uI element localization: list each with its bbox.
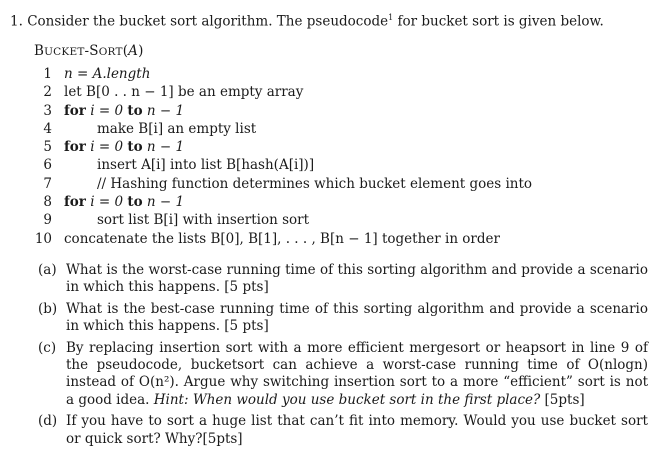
algorithm-title xyxy=(34,43,144,59)
loop-bound: n − 1 xyxy=(142,194,185,211)
line-number: 5 xyxy=(43,139,52,156)
code-line-7 xyxy=(28,175,648,193)
subquestion-d xyxy=(38,413,648,448)
code-text: concatenate the lists B[0], B[1], . . . , B[n − 1] together in order xyxy=(64,230,500,247)
line-number: 3 xyxy=(43,102,52,119)
code-line-4 xyxy=(28,120,648,138)
code-text: let B[0 . . n − 1] be an empty array xyxy=(64,84,304,101)
code-line-5 xyxy=(28,138,648,156)
line-number: 4 xyxy=(43,120,52,137)
line-number: 1 xyxy=(43,66,52,82)
subquestion-text: If you have to sort a huge list that can’t fit into memory. Would you use bucket sort or quick sort? Why?[5pts] xyxy=(66,413,648,447)
keyword-for: for xyxy=(64,102,86,119)
line-number: 2 xyxy=(43,84,52,101)
code-text: sort list B[i] with insertion sort xyxy=(97,212,310,229)
code-line-8 xyxy=(28,193,648,211)
code-line-2 xyxy=(28,83,648,101)
loop-bound: n − 1 xyxy=(142,102,185,119)
question-text: Consider the bucket sort algorithm. The pseudocode xyxy=(27,13,389,30)
code-line-10 xyxy=(28,230,648,248)
keyword-for: for xyxy=(64,194,86,211)
subquestion-hint: Hint: When would you use bucket sort in the first place? xyxy=(153,391,541,408)
keyword-to: to xyxy=(127,194,143,211)
subquestion-c xyxy=(38,340,648,410)
subquestion-label: (a) xyxy=(38,262,57,278)
line-number: 6 xyxy=(43,157,52,174)
subquestion-list xyxy=(38,262,648,448)
algo-title-paren-close: ) xyxy=(138,43,144,59)
keyword-to: to xyxy=(127,139,143,156)
loop-init: i = 0 xyxy=(85,194,128,211)
code-text: make B[i] an empty list xyxy=(97,120,257,137)
line-number: 10 xyxy=(34,230,52,247)
subquestion-label: (c) xyxy=(38,339,57,356)
subquestion-label: (b) xyxy=(38,300,58,317)
subquestion-text: What is the worst-case running time of this sorting algorithm and provide a scenario in which this happens. [5 pts] xyxy=(66,262,648,296)
question-number: 1. xyxy=(10,13,23,30)
code-line-3 xyxy=(28,102,648,120)
code-text: insert A[i] into list B[hash(A[i])] xyxy=(97,157,315,174)
code-text: n = A.length xyxy=(64,66,151,82)
subquestion-text: What is the best-case running time of this sorting algorithm and provide a scenario in which this happens. [5 pts] xyxy=(66,300,648,335)
algo-title-dash: - xyxy=(84,43,90,59)
subquestion-points: [5pts] xyxy=(540,391,585,408)
line-number: 7 xyxy=(43,175,52,192)
code-line-9 xyxy=(28,211,648,229)
algo-title-paren-open: ( xyxy=(122,43,129,59)
subquestion-a xyxy=(38,262,648,297)
subquestion-label: (d) xyxy=(38,413,58,430)
question-text-end: for bucket sort is given below. xyxy=(393,13,604,30)
code-text xyxy=(64,102,184,120)
loop-init: i = 0 xyxy=(85,139,128,156)
keyword-to: to xyxy=(127,102,143,119)
line-number: 8 xyxy=(43,194,52,211)
pseudocode-block xyxy=(28,65,648,248)
subquestion-text: By replacing insertion sort with a more efficient mergesort or heapsort in line 9 of the pseudocode, bucketsort can achieve a worst-case running time of O(nlogn) instead of O(n²). Argue why switching insertion sort to a more “efficient” sort is not a good idea. xyxy=(66,339,648,408)
algo-title-ort: ORT xyxy=(98,46,123,58)
line-number: 9 xyxy=(43,212,52,229)
algo-title-ucket: UCKET xyxy=(44,46,85,58)
algo-title-b: B xyxy=(34,43,45,59)
loop-bound: n − 1 xyxy=(142,139,185,156)
algo-title-s: S xyxy=(89,43,99,59)
code-line-6 xyxy=(28,156,648,174)
code-text xyxy=(64,193,184,211)
loop-init: i = 0 xyxy=(85,102,128,119)
code-comment: // Hashing function determines which bucket element goes into xyxy=(97,175,533,192)
algo-title-arg: A xyxy=(128,43,139,59)
question-header xyxy=(10,9,604,31)
footnote-marker: 1 xyxy=(388,13,394,22)
code-line-1 xyxy=(28,65,648,83)
keyword-for: for xyxy=(64,139,86,156)
subquestion-body xyxy=(66,340,648,410)
subquestion-b xyxy=(38,301,648,336)
code-text xyxy=(64,138,184,156)
